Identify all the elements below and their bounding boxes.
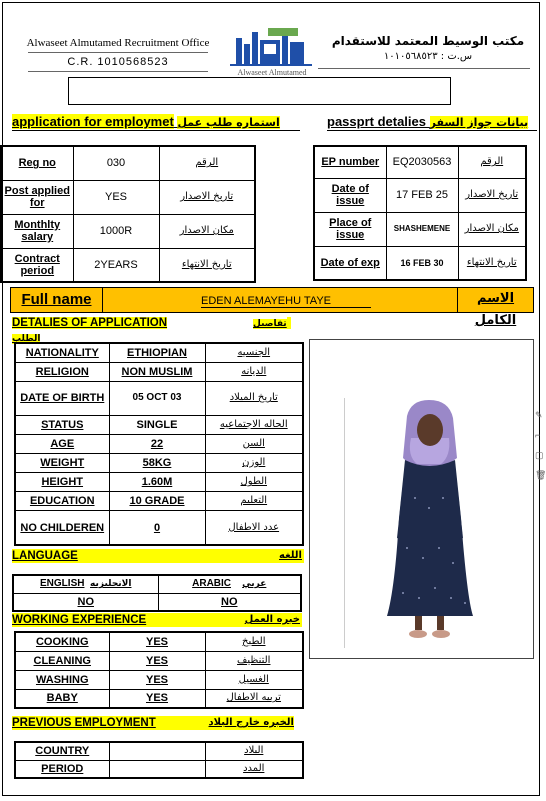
- title-underline: [327, 130, 537, 131]
- contract-label-ar: تاريخ الانتهاء: [159, 248, 255, 282]
- english-label: ENGLISH الانجليزيه: [13, 575, 158, 593]
- religion-label: RELIGION: [15, 362, 109, 381]
- full-name-label: Full name: [11, 288, 103, 312]
- weight-value: 58KG: [109, 454, 205, 473]
- table-row: [15, 632, 303, 651]
- table-row: [15, 651, 303, 670]
- table-row: [15, 670, 303, 689]
- expiry-date-label: Date of exp: [314, 246, 386, 280]
- weight-label-ar: الوزن: [205, 454, 303, 473]
- experience-table: [14, 631, 304, 709]
- full-name-value: EDEN ALEMAYEHU TAYE: [121, 288, 451, 312]
- table-row: [15, 760, 303, 778]
- issue-date-label-ar: تاريخ الاصدار: [458, 178, 526, 212]
- reg-no-value: 030: [73, 146, 159, 180]
- cooking-label-ar: الطبخ: [205, 632, 303, 651]
- table-row: [15, 434, 303, 453]
- table-row: [314, 246, 526, 280]
- ep-number-label-ar: الرقم: [458, 146, 526, 178]
- ep-number-value: EQ2030563: [386, 146, 458, 178]
- table-row: [15, 362, 303, 381]
- age-value: 22: [109, 434, 205, 453]
- arabic-label: ARABIC عربي: [158, 575, 301, 593]
- education-label-ar: التعليم: [205, 492, 303, 511]
- children-value: 0: [109, 511, 205, 545]
- language-heading: LANGUAGE اللغه: [12, 550, 302, 562]
- cleaning-label-ar: التنظيف: [205, 651, 303, 670]
- baby-label: BABY: [15, 689, 109, 708]
- application-title: application for employmet استماره طلب عمل: [12, 114, 280, 129]
- table-row: [15, 492, 303, 511]
- issue-place-label: Place of issue: [314, 212, 386, 246]
- issue-place-label-ar: مكان الاصدار: [458, 212, 526, 246]
- post-applied-label-ar: تاريخ الاصدار: [159, 180, 255, 214]
- salary-label-ar: مكان الاصدار: [159, 214, 255, 248]
- table-row: [15, 343, 303, 362]
- religion-value: NON MUSLIM: [109, 362, 205, 381]
- status-label-ar: الحاله الاجتماعيه: [205, 415, 303, 434]
- education-value: 10 GRADE: [109, 492, 205, 511]
- language-table: [12, 574, 302, 612]
- table-row: [15, 473, 303, 492]
- experience-heading: WORKING EXPERIENCE خبره العمل: [12, 614, 300, 626]
- previous-heading: PREVIOUS EMPLOYMENT الخبره خارج البلاد: [12, 717, 294, 729]
- salary-value: 1000R: [73, 214, 159, 248]
- washing-label: WASHING: [15, 670, 109, 689]
- issue-place-value: SHASHEMENE: [386, 212, 458, 246]
- issue-date-label: Date of issue: [314, 178, 386, 212]
- washing-label-ar: الغسيل: [205, 670, 303, 689]
- baby-label-ar: تربيه الاطفال: [205, 689, 303, 708]
- education-label: EDUCATION: [15, 492, 109, 511]
- baby-value: YES: [109, 689, 205, 708]
- country-label-ar: البلاد: [205, 742, 303, 760]
- office-name-en: Alwaseet Almutamed Recruitment Office C.R. 1010568523: [18, 36, 218, 74]
- height-label: HEIGHT: [15, 473, 109, 492]
- title-underline: [12, 130, 300, 131]
- expiry-date-label-ar: تاريخ الانتهاء: [458, 246, 526, 280]
- religion-label-ar: الديانه: [205, 362, 303, 381]
- period-value: [109, 760, 205, 778]
- passport-title: passprt detalies بيانات جواز السفر: [327, 114, 529, 129]
- table-row: [1, 214, 255, 248]
- ep-number-label: EP number: [314, 146, 386, 178]
- cooking-value: YES: [109, 632, 205, 651]
- table-row: [15, 381, 303, 415]
- full-name-label-ar: الاسم الكامل: [457, 288, 533, 312]
- country-value: [109, 742, 205, 760]
- issue-date-value: 17 FEB 25: [386, 178, 458, 212]
- post-applied-label: Post applied for: [1, 180, 73, 214]
- table-row: [15, 689, 303, 708]
- age-label: AGE: [15, 434, 109, 453]
- table-row: [13, 593, 301, 611]
- status-value: SINGLE: [109, 415, 205, 434]
- table-row: [314, 146, 526, 178]
- table-row: [15, 454, 303, 473]
- delete-icon[interactable]: 🗑: [535, 470, 546, 480]
- contract-label: Contract period: [1, 248, 73, 282]
- header-divider: [318, 68, 530, 69]
- cleaning-label: CLEANING: [15, 651, 109, 670]
- height-label-ar: الطول: [205, 473, 303, 492]
- table-row: [1, 248, 255, 282]
- logo-caption: Alwaseet Almutamed: [237, 68, 307, 77]
- reg-no-label-ar: الرقم: [159, 146, 255, 180]
- passport-table: [313, 145, 527, 281]
- children-label: NO CHILDEREN: [15, 511, 109, 545]
- cleaning-value: YES: [109, 651, 205, 670]
- age-label-ar: السن: [205, 434, 303, 453]
- english-value: NO: [13, 593, 158, 611]
- weight-label: WEIGHT: [15, 454, 109, 473]
- full-name-band: [10, 287, 534, 328]
- children-label-ar: عدد الاطفال: [205, 511, 303, 545]
- frame-icon[interactable]: ▢: [535, 450, 544, 460]
- washing-value: YES: [109, 670, 205, 689]
- name-input-box: [68, 77, 451, 105]
- arabic-value: NO: [158, 593, 301, 611]
- side-toolbar: [535, 405, 544, 485]
- post-applied-value: YES: [73, 180, 159, 214]
- period-label: PERIOD: [15, 760, 109, 778]
- table-row: [15, 415, 303, 434]
- table-row: [15, 511, 303, 545]
- crop-icon[interactable]: ⌐: [535, 430, 541, 440]
- period-label-ar: المدد: [205, 760, 303, 778]
- edit-icon[interactable]: ✎: [535, 410, 543, 420]
- nationality-label: NATIONALITY: [15, 343, 109, 362]
- cooking-label: COOKING: [15, 632, 109, 651]
- table-row: [15, 742, 303, 760]
- table-row: [1, 180, 255, 214]
- nationality-value: ETHIOPIAN: [109, 343, 205, 362]
- salary-label: Monthlty salary: [1, 214, 73, 248]
- applicant-photo: [344, 398, 522, 648]
- table-row: [314, 178, 526, 212]
- reg-no-label: Reg no: [1, 146, 73, 180]
- dob-value: 05 OCT 03: [109, 381, 205, 415]
- contract-value: 2YEARS: [73, 248, 159, 282]
- details-table: [14, 342, 304, 546]
- application-table: [0, 145, 256, 283]
- status-label: STATUS: [15, 415, 109, 434]
- dob-label-ar: تاريخ الميلاد: [205, 381, 303, 415]
- country-label: COUNTRY: [15, 742, 109, 760]
- details-heading: DETALIES OF APPLICATION تفاصيل الطلب: [12, 316, 302, 346]
- table-row: [314, 212, 526, 246]
- expiry-date-value: 16 FEB 30: [386, 246, 458, 280]
- office-name-ar: مكتب الوسيط المعتمد للاستقدام س.ت : ١٠١٠٥٦٨٥٢٣: [331, 34, 525, 62]
- table-row: [13, 575, 301, 593]
- nationality-label-ar: الجنسيه: [205, 343, 303, 362]
- dob-label: DATE OF BIRTH: [15, 381, 109, 415]
- table-row: [1, 146, 255, 180]
- height-value: 1.60M: [109, 473, 205, 492]
- previous-table: [14, 741, 304, 779]
